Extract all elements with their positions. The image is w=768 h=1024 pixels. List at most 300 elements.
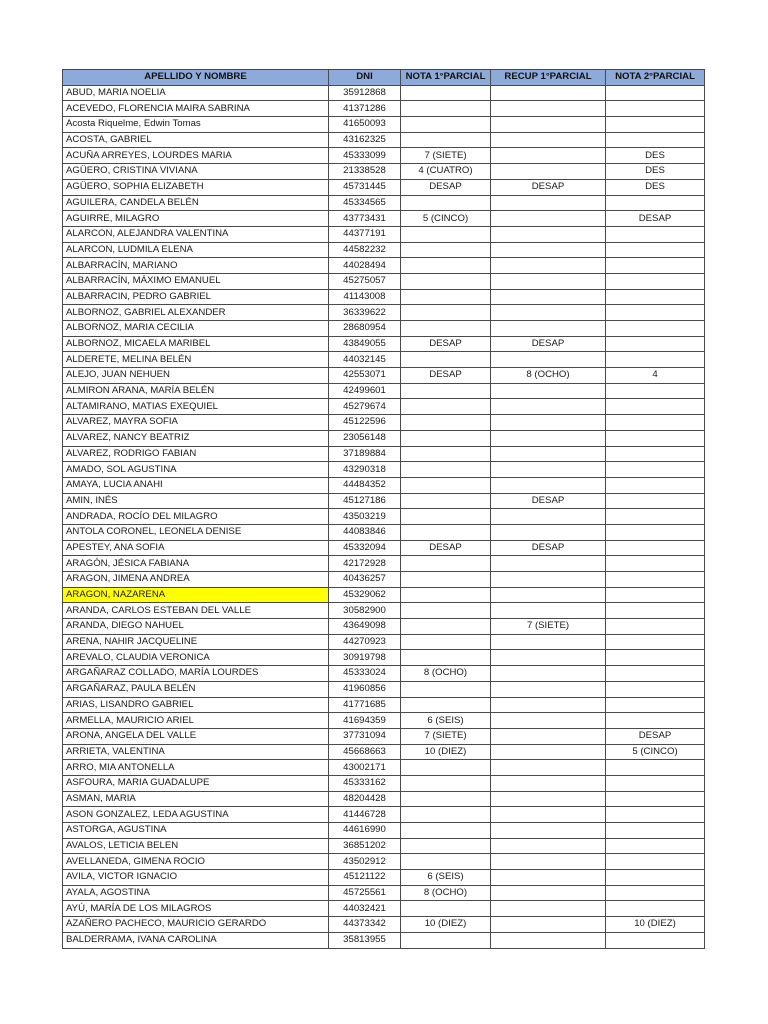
nota-2-parcial-cell (606, 603, 705, 619)
student-name-cell: AYALA, AGOSTINA (63, 885, 329, 901)
table-row (63, 917, 705, 933)
student-name-cell: ARANDA, DIEGO NAHUEL (63, 619, 329, 635)
nota-1-parcial-cell: 6 (SEIS) (401, 713, 491, 729)
dni-cell: 43649098 (329, 619, 401, 635)
student-name-cell: AGUILERA, CANDELA BELÉN (63, 195, 329, 211)
nota-1-parcial-cell (401, 509, 491, 525)
recup-1-parcial-cell (491, 211, 606, 227)
nota-2-parcial-cell (606, 509, 705, 525)
nota-2-parcial-cell (606, 415, 705, 431)
nota-1-parcial-cell (401, 760, 491, 776)
student-name-cell: ARONA, ANGELA DEL VALLE (63, 728, 329, 744)
nota-2-parcial-cell (606, 775, 705, 791)
table-row (63, 305, 705, 321)
student-name-cell: AVALOS, LETICIA BELEN (63, 838, 329, 854)
dni-cell: 41771685 (329, 697, 401, 713)
recup-1-parcial-cell (491, 587, 606, 603)
nota-2-parcial-cell: DES (606, 179, 705, 195)
nota-2-parcial-cell (606, 462, 705, 478)
student-name-cell: ACUÑA ARREYES, LOURDES MARIA (63, 148, 329, 164)
nota-2-parcial-cell (606, 117, 705, 133)
dni-cell: 36851202 (329, 838, 401, 854)
dni-cell: 45333099 (329, 148, 401, 164)
nota-1-parcial-cell: 10 (DIEZ) (401, 744, 491, 760)
nota-2-parcial-cell (606, 85, 705, 101)
table-row (63, 932, 705, 948)
student-name-cell: ALMIRON ARANA, MARÍA BELÉN (63, 383, 329, 399)
dni-cell: 43849055 (329, 336, 401, 352)
recup-1-parcial-cell (491, 807, 606, 823)
nota-2-parcial-cell (606, 681, 705, 697)
dni-cell: 42499601 (329, 383, 401, 399)
nota-1-parcial-cell (401, 352, 491, 368)
nota-2-parcial-cell (606, 242, 705, 258)
nota-1-parcial-cell (401, 854, 491, 870)
table-row (63, 132, 705, 148)
table-row (63, 681, 705, 697)
recup-1-parcial-cell: DESAP (491, 179, 606, 195)
table-row (63, 838, 705, 854)
table-row (63, 336, 705, 352)
nota-1-parcial-cell (401, 85, 491, 101)
nota-2-parcial-cell (606, 932, 705, 948)
table-row (63, 587, 705, 603)
nota-2-parcial-cell (606, 258, 705, 274)
nota-2-parcial-cell (606, 634, 705, 650)
dni-cell: 45334565 (329, 195, 401, 211)
nota-2-parcial-cell (606, 807, 705, 823)
dni-cell: 40436257 (329, 572, 401, 588)
student-name-cell: AYÚ, MARÍA DE LOS MILAGROS (63, 901, 329, 917)
nota-1-parcial-cell: DESAP (401, 368, 491, 384)
table-row (63, 85, 705, 101)
recup-1-parcial-cell (491, 744, 606, 760)
recup-1-parcial-cell (491, 352, 606, 368)
nota-1-parcial-cell (401, 305, 491, 321)
table-row (63, 148, 705, 164)
recup-1-parcial-cell (491, 791, 606, 807)
nota-1-parcial-cell (401, 462, 491, 478)
table-row (63, 446, 705, 462)
dni-cell: 44032421 (329, 901, 401, 917)
dni-cell: 41143008 (329, 289, 401, 305)
nota-1-parcial-cell (401, 383, 491, 399)
nota-2-parcial-cell (606, 524, 705, 540)
dni-cell: 45127186 (329, 493, 401, 509)
nota-1-parcial-cell (401, 681, 491, 697)
table-row (63, 477, 705, 493)
student-name-cell: ARENA, NAHIR JACQUELINE (63, 634, 329, 650)
dni-cell: 44032145 (329, 352, 401, 368)
student-name-cell: ALTAMIRANO, MATIAS EXEQUIEL (63, 399, 329, 415)
nota-2-parcial-cell (606, 901, 705, 917)
student-name-cell: ARGAÑARAZ, PAULA BELÉN (63, 681, 329, 697)
student-name-cell: AMAYA, LUCIA ANAHI (63, 477, 329, 493)
table-row (63, 603, 705, 619)
student-name-cell: APESTEY, ANA SOFIA (63, 540, 329, 556)
nota-1-parcial-cell (401, 226, 491, 242)
table-row (63, 399, 705, 415)
nota-2-parcial-cell (606, 321, 705, 337)
nota-1-parcial-cell: 7 (SIETE) (401, 728, 491, 744)
recup-1-parcial-cell (491, 321, 606, 337)
student-name-cell: ALBORNOZ, MARIA CECILIA (63, 321, 329, 337)
table-row (63, 368, 705, 384)
table-row (63, 101, 705, 117)
dni-cell: 45725561 (329, 885, 401, 901)
nota-1-parcial-cell (401, 697, 491, 713)
table-row (63, 211, 705, 227)
table-row (63, 885, 705, 901)
nota-2-parcial-cell (606, 352, 705, 368)
table-row (63, 619, 705, 635)
dni-cell: 37731094 (329, 728, 401, 744)
recup-1-parcial-cell (491, 462, 606, 478)
student-name-cell: ALARCON, LUDMILA ELENA (63, 242, 329, 258)
nota-2-parcial-cell (606, 823, 705, 839)
nota-1-parcial-cell (401, 415, 491, 431)
nota-2-parcial-cell (606, 650, 705, 666)
grades-table (62, 69, 705, 949)
recup-1-parcial-cell (491, 430, 606, 446)
student-name-cell: ALVAREZ, RODRIGO FABIAN (63, 446, 329, 462)
student-name-cell: ASTORGA, AGUSTINA (63, 823, 329, 839)
student-name-cell: ALBARRACÍN, MÁXIMO EMANUEL (63, 273, 329, 289)
table-row (63, 713, 705, 729)
table-row (63, 775, 705, 791)
student-name-cell: AMADO, SOL AGUSTINA (63, 462, 329, 478)
dni-cell: 44582232 (329, 242, 401, 258)
recup-1-parcial-cell (491, 101, 606, 117)
table-row (63, 791, 705, 807)
nota-1-parcial-cell: DESAP (401, 540, 491, 556)
nota-1-parcial-cell (401, 430, 491, 446)
table-row (63, 289, 705, 305)
dni-cell: 42553071 (329, 368, 401, 384)
dni-cell: 44083846 (329, 524, 401, 540)
dni-cell: 45122596 (329, 415, 401, 431)
recup-1-parcial-cell: 8 (OCHO) (491, 368, 606, 384)
student-name-cell: AGÜERO, CRISTINA VIVIANA (63, 164, 329, 180)
nota-2-parcial-cell (606, 383, 705, 399)
student-name-cell: ANDRADA, ROCÍO DEL MILAGRO (63, 509, 329, 525)
nota-1-parcial-cell: 5 (CINCO) (401, 211, 491, 227)
nota-1-parcial-cell (401, 477, 491, 493)
nota-2-parcial-cell (606, 273, 705, 289)
nota-1-parcial-cell (401, 823, 491, 839)
student-name-cell: ARANDA, CARLOS ESTEBAN DEL VALLE (63, 603, 329, 619)
dni-cell: 30919798 (329, 650, 401, 666)
nota-2-parcial-cell: DES (606, 164, 705, 180)
dni-cell: 41694359 (329, 713, 401, 729)
student-name-cell: ARRO, MIA ANTONELLA (63, 760, 329, 776)
recup-1-parcial-cell (491, 775, 606, 791)
nota-1-parcial-cell (401, 399, 491, 415)
recup-1-parcial-cell (491, 524, 606, 540)
nota-1-parcial-cell (401, 446, 491, 462)
nota-1-parcial-cell (401, 242, 491, 258)
student-name-cell: ARRIETA, VALENTINA (63, 744, 329, 760)
dni-cell: 44377191 (329, 226, 401, 242)
nota-2-parcial-cell (606, 760, 705, 776)
nota-2-parcial-cell (606, 697, 705, 713)
student-name-cell: ALEJO, JUAN NEHUEN (63, 368, 329, 384)
recup-1-parcial-cell (491, 509, 606, 525)
recup-1-parcial-cell (491, 305, 606, 321)
recup-1-parcial-cell: DESAP (491, 540, 606, 556)
recup-1-parcial-cell (491, 195, 606, 211)
student-name-cell: ARAGÓN, JÉSICA FABIANA (63, 556, 329, 572)
recup-1-parcial-cell (491, 713, 606, 729)
recup-1-parcial-cell (491, 117, 606, 133)
recup-1-parcial-cell (491, 681, 606, 697)
recup-1-parcial-cell (491, 634, 606, 650)
dni-cell: 44028494 (329, 258, 401, 274)
dni-cell: 42172928 (329, 556, 401, 572)
nota-2-parcial-cell (606, 195, 705, 211)
recup-1-parcial-cell (491, 383, 606, 399)
table-row (63, 807, 705, 823)
recup-1-parcial-cell (491, 258, 606, 274)
table-row (63, 697, 705, 713)
nota-1-parcial-cell (401, 321, 491, 337)
recup-1-parcial-cell (491, 901, 606, 917)
student-name-cell: ALBARRACIN, PEDRO GABRIEL (63, 289, 329, 305)
nota-1-parcial-cell (401, 838, 491, 854)
nota-2-parcial-cell: DESAP (606, 211, 705, 227)
header-dni: DNI (329, 70, 401, 86)
student-name-cell: ASMAN, MARIA (63, 791, 329, 807)
student-name-cell: ARAGON, NAZARENA (63, 587, 329, 603)
student-name-cell: ALBARRACÍN, MARIANO (63, 258, 329, 274)
dni-cell: 41371286 (329, 101, 401, 117)
table-row (63, 540, 705, 556)
nota-2-parcial-cell (606, 870, 705, 886)
dni-cell: 44616990 (329, 823, 401, 839)
nota-1-parcial-cell: DESAP (401, 179, 491, 195)
recup-1-parcial-cell (491, 603, 606, 619)
dni-cell: 45121122 (329, 870, 401, 886)
recup-1-parcial-cell (491, 885, 606, 901)
nota-2-parcial-cell (606, 619, 705, 635)
header-nota-2-parcial: NOTA 2°PARCIAL (606, 70, 705, 86)
student-name-cell: Acosta Riquelme, Edwin Tomas (63, 117, 329, 133)
student-name-cell: ACOSTA, GABRIEL (63, 132, 329, 148)
table-row (63, 760, 705, 776)
nota-1-parcial-cell (401, 273, 491, 289)
table-row (63, 164, 705, 180)
student-name-cell: AZAÑERO PACHECO, MAURICIO GERARDO (63, 917, 329, 933)
nota-1-parcial-cell (401, 603, 491, 619)
nota-2-parcial-cell (606, 540, 705, 556)
recup-1-parcial-cell (491, 697, 606, 713)
student-name-cell: ABUD, MARIA NOELIA (63, 85, 329, 101)
table-row (63, 572, 705, 588)
table-row (63, 226, 705, 242)
table-row (63, 117, 705, 133)
recup-1-parcial-cell (491, 917, 606, 933)
table-row (63, 901, 705, 917)
table-row (63, 258, 705, 274)
nota-2-parcial-cell: 10 (DIEZ) (606, 917, 705, 933)
dni-cell: 45333162 (329, 775, 401, 791)
student-name-cell: ALDERETE, MELINA BELÉN (63, 352, 329, 368)
nota-2-parcial-cell (606, 336, 705, 352)
student-name-cell: ALVAREZ, MAYRA SOFIA (63, 415, 329, 431)
nota-2-parcial-cell (606, 477, 705, 493)
table-row (63, 556, 705, 572)
recup-1-parcial-cell (491, 870, 606, 886)
nota-2-parcial-cell (606, 493, 705, 509)
dni-cell: 43002171 (329, 760, 401, 776)
dni-cell: 41650093 (329, 117, 401, 133)
nota-2-parcial-cell (606, 289, 705, 305)
dni-cell: 43773431 (329, 211, 401, 227)
nota-2-parcial-cell (606, 572, 705, 588)
nota-1-parcial-cell (401, 932, 491, 948)
student-name-cell: BALDERRAMA, IVANA CAROLINA (63, 932, 329, 948)
student-name-cell: ANTOLA CORONEL, LEONELA DENISE (63, 524, 329, 540)
table-row (63, 352, 705, 368)
dni-cell: 30582900 (329, 603, 401, 619)
table-row (63, 273, 705, 289)
nota-2-parcial-cell (606, 854, 705, 870)
nota-1-parcial-cell (401, 289, 491, 305)
recup-1-parcial-cell (491, 650, 606, 666)
recup-1-parcial-cell (491, 728, 606, 744)
dni-cell: 44484352 (329, 477, 401, 493)
recup-1-parcial-cell (491, 666, 606, 682)
recup-1-parcial-cell (491, 854, 606, 870)
recup-1-parcial-cell (491, 477, 606, 493)
dni-cell: 43503219 (329, 509, 401, 525)
nota-2-parcial-cell (606, 885, 705, 901)
student-name-cell: AREVALO, CLAUDIA VERONICA (63, 650, 329, 666)
nota-2-parcial-cell (606, 399, 705, 415)
nota-2-parcial-cell (606, 556, 705, 572)
nota-1-parcial-cell (401, 101, 491, 117)
dni-cell: 35912868 (329, 85, 401, 101)
dni-cell: 41446728 (329, 807, 401, 823)
nota-1-parcial-cell (401, 587, 491, 603)
nota-1-parcial-cell (401, 556, 491, 572)
student-name-cell: ALBORNOZ, MICAELA MARIBEL (63, 336, 329, 352)
student-name-cell: ARMELLA, MAURICIO ARIEL (63, 713, 329, 729)
student-name-cell: AGUIRRE, MILAGRO (63, 211, 329, 227)
student-name-cell: ASFOURA, MARIA GUADALUPE (63, 775, 329, 791)
dni-cell: 35813955 (329, 932, 401, 948)
table-row (63, 666, 705, 682)
nota-2-parcial-cell (606, 305, 705, 321)
recup-1-parcial-cell (491, 572, 606, 588)
table-row (63, 744, 705, 760)
student-name-cell: ACEVEDO, FLORENCIA MAIRA SABRINA (63, 101, 329, 117)
table-row (63, 823, 705, 839)
nota-1-parcial-cell: 8 (OCHO) (401, 666, 491, 682)
dni-cell: 45329062 (329, 587, 401, 603)
table-row (63, 242, 705, 258)
nota-1-parcial-cell: DESAP (401, 336, 491, 352)
header-nota-1-parcial: NOTA 1°PARCIAL (401, 70, 491, 86)
dni-cell: 45279674 (329, 399, 401, 415)
nota-1-parcial-cell (401, 132, 491, 148)
table-row (63, 430, 705, 446)
nota-2-parcial-cell (606, 791, 705, 807)
dni-cell: 45668663 (329, 744, 401, 760)
nota-2-parcial-cell (606, 132, 705, 148)
table-row (63, 179, 705, 195)
nota-2-parcial-cell (606, 101, 705, 117)
table-row (63, 493, 705, 509)
nota-2-parcial-cell: DESAP (606, 728, 705, 744)
recup-1-parcial-cell (491, 838, 606, 854)
nota-1-parcial-cell: 7 (SIETE) (401, 148, 491, 164)
dni-cell: 43162325 (329, 132, 401, 148)
nota-2-parcial-cell: 5 (CINCO) (606, 744, 705, 760)
student-name-cell: ARGAÑARAZ COLLADO, MARÍA LOURDES (63, 666, 329, 682)
dni-cell: 28680954 (329, 321, 401, 337)
dni-cell: 43502912 (329, 854, 401, 870)
recup-1-parcial-cell (491, 226, 606, 242)
recup-1-parcial-cell (491, 446, 606, 462)
student-name-cell: ALVAREZ, NANCY BEATRIZ (63, 430, 329, 446)
student-name-cell: AVILA, VICTOR IGNACIO (63, 870, 329, 886)
nota-1-parcial-cell (401, 901, 491, 917)
student-name-cell: ALBORNOZ, GABRIEL ALEXANDER (63, 305, 329, 321)
student-name-cell: ASON GONZALEZ, LEDA AGUSTINA (63, 807, 329, 823)
nota-1-parcial-cell (401, 493, 491, 509)
nota-1-parcial-cell (401, 524, 491, 540)
table-row (63, 870, 705, 886)
nota-2-parcial-cell (606, 430, 705, 446)
nota-2-parcial-cell (606, 226, 705, 242)
dni-cell: 44373342 (329, 917, 401, 933)
table-row (63, 650, 705, 666)
recup-1-parcial-cell (491, 760, 606, 776)
recup-1-parcial-cell (491, 932, 606, 948)
dni-cell: 45731445 (329, 179, 401, 195)
recup-1-parcial-cell (491, 148, 606, 164)
recup-1-parcial-cell: DESAP (491, 493, 606, 509)
student-name-cell: ARAGON, JIMENA ANDREA (63, 572, 329, 588)
nota-1-parcial-cell: 4 (CUATRO) (401, 164, 491, 180)
dni-cell: 45275057 (329, 273, 401, 289)
dni-cell: 36339622 (329, 305, 401, 321)
nota-1-parcial-cell (401, 572, 491, 588)
dni-cell: 41960856 (329, 681, 401, 697)
recup-1-parcial-cell (491, 85, 606, 101)
dni-cell: 45333024 (329, 666, 401, 682)
dni-cell: 48204428 (329, 791, 401, 807)
dni-cell: 43290318 (329, 462, 401, 478)
header-apellido-nombre: APELLIDO Y NOMBRE (63, 70, 329, 86)
nota-2-parcial-cell (606, 838, 705, 854)
recup-1-parcial-cell (491, 164, 606, 180)
table-row (63, 509, 705, 525)
nota-2-parcial-cell (606, 666, 705, 682)
recup-1-parcial-cell: 7 (SIETE) (491, 619, 606, 635)
recup-1-parcial-cell: DESAP (491, 336, 606, 352)
dni-cell: 37189884 (329, 446, 401, 462)
student-name-cell: AVELLANEDA, GIMENA ROCIO (63, 854, 329, 870)
nota-1-parcial-cell (401, 807, 491, 823)
dni-cell: 44270923 (329, 634, 401, 650)
nota-1-parcial-cell (401, 634, 491, 650)
nota-1-parcial-cell (401, 791, 491, 807)
dni-cell: 21338528 (329, 164, 401, 180)
recup-1-parcial-cell (491, 399, 606, 415)
table-row (63, 321, 705, 337)
